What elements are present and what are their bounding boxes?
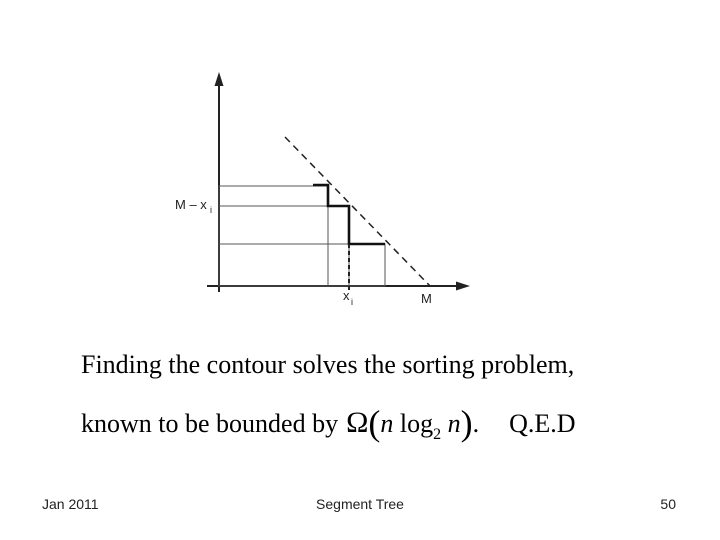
footer-title: Segment Tree (316, 496, 404, 512)
rectangles (219, 186, 385, 286)
log-base: 2 (433, 426, 442, 443)
y-axis-arrow-icon (215, 72, 224, 86)
x-label-subscript: i (351, 297, 353, 307)
paren-open: ( (368, 403, 381, 443)
contour-staircase (313, 185, 385, 244)
rectangle (219, 206, 349, 286)
paren-close: ) (460, 403, 473, 443)
var-n-2: n (441, 409, 461, 438)
x-label-m: M (421, 291, 432, 306)
dashed-diagonal (285, 137, 430, 286)
var-n: n (380, 409, 394, 438)
statement-line-2 (81, 403, 576, 450)
period: . (472, 409, 480, 438)
footer-page-number: 50 (660, 496, 676, 512)
x-axis-arrow-icon (456, 282, 470, 291)
x-label-xi: x (343, 288, 350, 303)
log-text: log (393, 409, 434, 438)
y-label-subscript: i (210, 205, 212, 215)
qed-text: Q.E.D (509, 409, 576, 438)
rectangle (219, 244, 385, 286)
omega-symbol: Ω (346, 406, 369, 439)
rectangle (219, 186, 328, 286)
statement-prefix: known to be bounded by (81, 409, 339, 438)
footer-date: Jan 2011 (42, 496, 99, 512)
y-label-m-minus-xi: M – x (175, 197, 207, 212)
statement-line-1: Finding the contour solves the sorting problem, (81, 350, 575, 379)
